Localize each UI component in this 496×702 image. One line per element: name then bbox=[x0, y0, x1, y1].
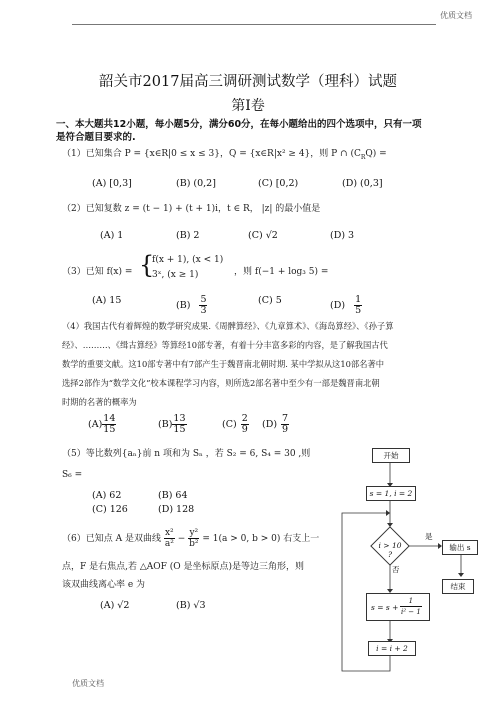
question-3-tail: ，则 f(−1 + log₃ 5) = bbox=[234, 267, 329, 277]
q4-option-a-label: (A) bbox=[88, 419, 103, 430]
question-6-stem: （6）已知点 A 是双曲线 $\frac{\text{x²}}{\text{a²}}$ − $\frac{\text{y²}}{\text{b²}}$ = 1(a > 0, b > 0) 右支上一 bbox=[62, 528, 320, 549]
question-1-text: （1）已知集合 P = {x∈R|0 ≤ x ≤ 3}，Q = {x∈R|x² ≥ 4}，则 P ∩ (C bbox=[62, 149, 361, 159]
q6-fraction-y bbox=[188, 528, 199, 549]
flowchart-init: s = 1, i = 2 bbox=[366, 486, 416, 501]
flowchart-no-label: 否 bbox=[392, 565, 400, 574]
flowchart-update-den: i² − 1 bbox=[401, 608, 421, 616]
q4-option-a-fraction bbox=[102, 414, 116, 435]
question-4-line-5: 时期的名著的概率为 bbox=[62, 397, 137, 407]
q5-option-d: (D) 128 bbox=[158, 504, 195, 515]
flowchart-update bbox=[366, 593, 430, 621]
q4-option-d-den: 9 bbox=[282, 424, 289, 435]
question-6-line-2: 点，F 是右焦点,若 △AOF (O 是坐标原点)是等边三角形，则 bbox=[62, 562, 304, 572]
q2-option-c: (C) √2 bbox=[248, 230, 278, 241]
question-4-line-2: 经》、………、《缉古算经》等算经10部专著，有着十分丰富多彩的内容，是了解我国古代 bbox=[62, 340, 388, 350]
flowchart-condition: i > 10 ? bbox=[378, 541, 402, 559]
q4-option-c-label: (C) bbox=[222, 419, 237, 430]
q1-option-a: (A) [0,3] bbox=[92, 178, 132, 189]
q4-option-d-num: 7 bbox=[282, 413, 289, 424]
header-top-right: 优质文档 bbox=[440, 11, 472, 20]
q4-option-d bbox=[262, 414, 289, 435]
q3-option-b bbox=[176, 295, 207, 316]
q2-option-d: (D) 3 bbox=[330, 230, 355, 241]
q3-option-a: (A) 15 bbox=[92, 295, 122, 306]
q6-x-num: x² bbox=[164, 528, 174, 538]
flowchart-yes-label: 是 bbox=[425, 532, 433, 541]
question-4-line-4: 选择2部作为“数学文化”校本课程学习内容，则所选2部名著中至少有一部是魏晋南北朝 bbox=[62, 378, 380, 388]
q1-option-d: (D) (0,3] bbox=[342, 178, 383, 189]
q6-option-a: (A) √2 bbox=[100, 600, 130, 611]
q3-option-b-num: 5 bbox=[200, 294, 207, 305]
question-2-stem: （2）已知复数 z = (t − 1) + (t + 1)i，t ∈ R， |z| 的最小值是 bbox=[62, 204, 321, 214]
question-6-condition: = 1(a > 0, b > 0) 右支上一 bbox=[202, 534, 320, 544]
q3-option-d bbox=[330, 295, 362, 316]
question-1-subscript: R bbox=[360, 153, 366, 161]
question-4-line-3: 数学的重要文献。这10部专著中有7部产生于魏晋南北朝时期. 某中学拟从这10部名著中 bbox=[62, 359, 385, 369]
q2-option-a: (A) 1 bbox=[100, 230, 124, 241]
q3-option-d-num: 1 bbox=[355, 294, 362, 305]
q4-option-b-den: 15 bbox=[173, 424, 186, 435]
flowchart-update-pre: s = s + bbox=[371, 603, 399, 612]
q6-option-b: (B) √3 bbox=[176, 600, 206, 611]
q6-x-den: a² bbox=[164, 539, 174, 549]
question-1-stem bbox=[62, 146, 387, 161]
flowchart-increment: i = i + 2 bbox=[368, 641, 416, 656]
question-3-label: （3）已知 f(x) = bbox=[62, 267, 133, 277]
footer-bottom-left: 优质文档 bbox=[72, 679, 104, 688]
flowchart-output: 输出 s bbox=[442, 540, 478, 555]
page-title: 韶关市2017届高三调研测试数学（理科）试题 bbox=[99, 74, 397, 90]
q4-option-d-label: (D) bbox=[262, 419, 278, 430]
q6-y-num: y² bbox=[189, 528, 199, 538]
q3-option-d-label: (D) bbox=[330, 300, 346, 311]
q2-option-b: (B) 2 bbox=[176, 230, 200, 241]
q5-option-c: (C) 126 bbox=[92, 504, 128, 515]
flowchart-update-fraction bbox=[400, 596, 422, 617]
q4-option-b-label: (B) bbox=[158, 419, 173, 430]
q4-option-a-num: 14 bbox=[103, 413, 116, 424]
piecewise-case-1: f(x + 1), (x < 1) bbox=[152, 255, 224, 265]
q3-option-d-den: 5 bbox=[355, 305, 362, 316]
question-5-stem: （5）等比数列{aₙ}前 n 项和为 Sₙ ，若 S₂ = 6, S₄ = 30 ,则 bbox=[62, 449, 311, 459]
question-4-line-1: （4）我国古代有着辉煌的数学研究成果.《周髀算经》、《九章算术》、《海岛算经》、《孙子算 bbox=[62, 321, 394, 331]
q6-y-den: b² bbox=[189, 539, 199, 549]
q4-option-b-num: 13 bbox=[173, 413, 186, 424]
q3-option-b-fraction bbox=[199, 295, 207, 316]
q4-option-c-fraction bbox=[241, 414, 249, 435]
piecewise-case-2: 3ˣ, (x ≥ 1) bbox=[152, 270, 199, 280]
q4-option-c-num: 2 bbox=[241, 413, 248, 424]
q4-option-b-fraction bbox=[172, 414, 186, 435]
q3-option-c: (C) 5 bbox=[258, 295, 282, 306]
q3-option-b-den: 3 bbox=[200, 305, 207, 316]
flowchart-start: 开始 bbox=[372, 448, 410, 463]
q6-fraction-x bbox=[164, 528, 175, 549]
flowchart-connectors bbox=[336, 445, 496, 685]
flowchart-end: 结束 bbox=[442, 579, 474, 594]
q1-option-c: (C) [0,2) bbox=[258, 178, 299, 189]
piecewise-brace: { bbox=[139, 251, 155, 279]
question-6-line-3: 该双曲线离心率 e 为 bbox=[62, 580, 146, 590]
q4-option-a-den: 15 bbox=[103, 424, 116, 435]
question-5-stem-2: S₆ = bbox=[62, 470, 83, 480]
flowchart-update-num: 1 bbox=[400, 596, 422, 607]
section-instruction-line2: 是符合题目要求的. bbox=[56, 132, 136, 143]
q3-option-b-label: (B) bbox=[176, 300, 191, 311]
q4-option-c bbox=[222, 414, 249, 435]
volume-label: 第Ⅰ卷 bbox=[231, 98, 265, 114]
section-instruction-line1: 一、本大题共12小题，每小题5分，满分60分，在每小题给出的四个选项中，只有一项 bbox=[56, 119, 422, 130]
q5-option-b: (B) 64 bbox=[158, 490, 188, 501]
q4-option-b bbox=[158, 414, 187, 435]
question-6-pre: （6）已知点 A 是双曲线 bbox=[62, 534, 161, 544]
q4-option-a bbox=[88, 414, 116, 435]
q4-option-c-den: 9 bbox=[241, 424, 248, 435]
question-1-text-end: Q) = bbox=[365, 149, 387, 159]
q3-option-d-fraction bbox=[354, 295, 362, 316]
q5-option-a: (A) 62 bbox=[92, 490, 122, 501]
q4-option-d-fraction bbox=[281, 414, 289, 435]
header-rule bbox=[72, 24, 436, 25]
q1-option-b: (B) (0,2] bbox=[176, 178, 216, 189]
